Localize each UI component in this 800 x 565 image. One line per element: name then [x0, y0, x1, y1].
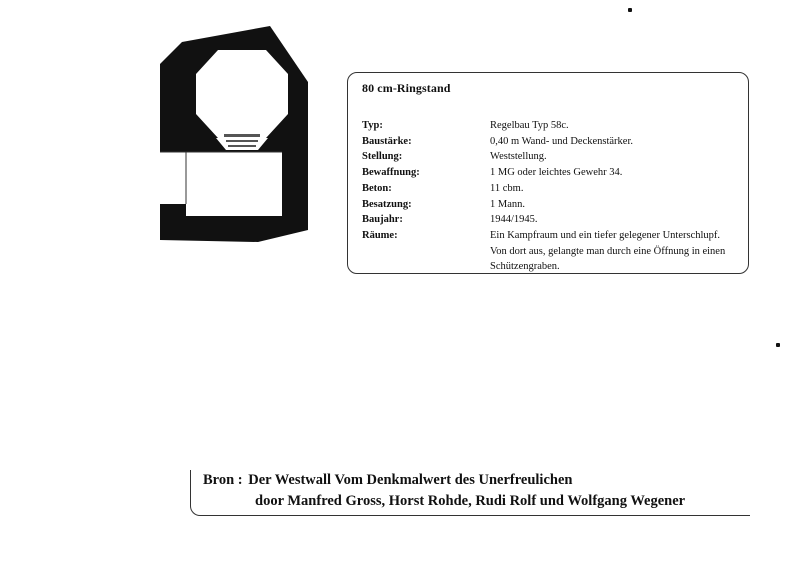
spec-label: Stellung:: [362, 151, 403, 163]
spec-row-stellung: [362, 149, 738, 165]
spec-label: Besatzung:: [362, 198, 412, 210]
spec-value: Regelbau Typ 58c.: [490, 120, 569, 131]
spec-row-typ: [362, 118, 738, 134]
source-label: Bron :: [203, 472, 243, 488]
spec-value: 1944/1945.: [490, 214, 538, 226]
stair-step-1: [224, 134, 260, 137]
spec-label: Bewaffnung:: [362, 167, 420, 179]
stair-step-2: [226, 140, 258, 142]
source-authors: door Manfred Gross, Horst Rohde, Rudi Rolf und Wolfgang Wegener: [255, 493, 686, 509]
scan-speck: [776, 343, 780, 347]
stair-step-3: [228, 145, 256, 147]
side-opening: [160, 152, 186, 204]
spec-value: 11 cbm.: [490, 182, 524, 194]
spec-label: Räume:: [362, 229, 398, 241]
spec-card: [347, 72, 749, 274]
spec-value: 1 MG oder leichtes Gewehr 34.: [490, 167, 623, 179]
bunker-floor-plan: [160, 22, 320, 254]
source-citation: [190, 470, 750, 516]
spec-label: Typ:: [362, 120, 383, 131]
spec-value: Ein Kampfraum und ein tiefer gelegener Unterschlupf. Von dort aus, gelangte man durch eine Öffnung in einen Schützengraben.: [490, 229, 726, 273]
spec-label: Baujahr:: [362, 214, 403, 226]
spec-row-raeume: [362, 228, 738, 275]
spec-row-baujahr: [362, 212, 738, 228]
card-title: 80 cm-Ringstand: [362, 81, 451, 95]
spec-label: Baustärke:: [362, 135, 412, 147]
source-line-1: [203, 470, 750, 491]
spec-list: [362, 118, 738, 275]
spec-value: Weststellung.: [490, 151, 547, 163]
spec-value: 0,40 m Wand- und Deckenstärker.: [490, 135, 634, 147]
spec-row-beton: [362, 181, 738, 197]
spec-label: Beton:: [362, 182, 392, 194]
scan-speck: [628, 8, 632, 12]
spec-row-bewaffnung: [362, 165, 738, 181]
source-title: Der Westwall Vom Denkmalwert des Unerfreulichen: [248, 472, 573, 488]
spec-row-baustaerke: [362, 134, 738, 150]
shelter-room: [186, 152, 282, 216]
spec-value: 1 Mann.: [490, 198, 525, 210]
spec-row-besatzung: [362, 197, 738, 213]
octagon-room: [196, 50, 288, 138]
